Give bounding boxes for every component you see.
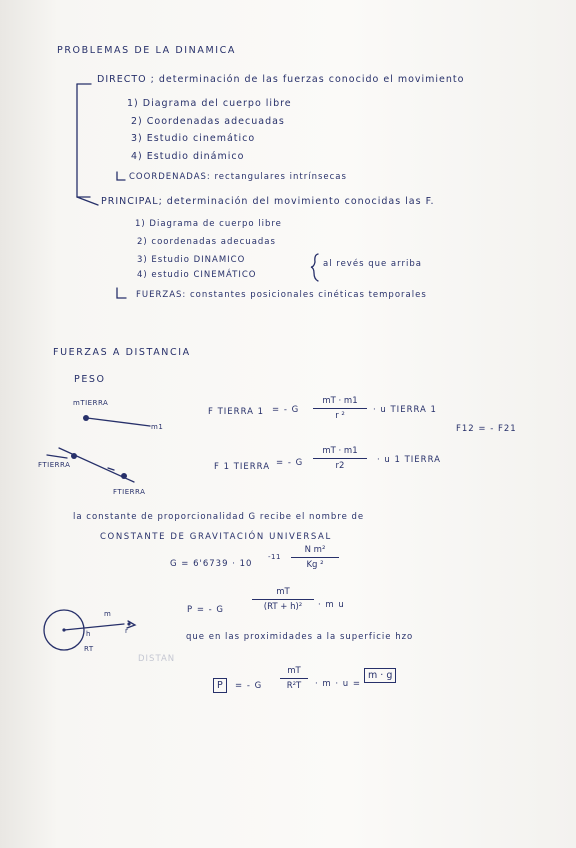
planet-label-r: r <box>125 627 129 635</box>
eq3-rhs: · m u <box>318 600 345 610</box>
g-value: G = 6'6739 · 10 <box>170 559 253 569</box>
eq3-lhs: P = - G <box>187 605 225 615</box>
eq4-num: mT <box>280 666 308 679</box>
eq4-fraction <box>280 666 308 691</box>
g-units-num: N m² <box>291 545 339 558</box>
g-exponent: -11 <box>268 553 281 561</box>
m1-dot <box>71 453 77 459</box>
g-units-den: Kg ² <box>306 560 324 570</box>
eq2-lhs: F 1 TIERRA <box>214 462 271 472</box>
mtierra-dot <box>83 415 89 421</box>
m1-dot-2 <box>121 473 127 479</box>
label-mtierra: mTIERRA <box>73 399 109 407</box>
label-m1: m1 <box>151 423 164 431</box>
bracket-line <box>77 84 98 205</box>
eq4-rhs: · m · u = <box>315 679 362 689</box>
planet-radius <box>64 624 124 630</box>
principal-step-3: 3) Estudio DINAMICO <box>137 255 246 265</box>
eq4-boxed-result: m · g <box>364 668 396 683</box>
eq2-rhs: · u 1 TIERRA <box>377 455 441 465</box>
orbit-point <box>127 622 130 625</box>
label-f-tierra: FTIERRA <box>38 461 71 469</box>
eq2-den: r2 <box>335 461 345 471</box>
principal-heading: PRINCIPAL; determinación del movimiento conocidas las F. <box>101 196 435 207</box>
eq3-num: mT <box>252 587 314 600</box>
eq1-den: r ² <box>335 411 345 421</box>
directo-step-2: 2) Coordenadas adecuadas <box>131 116 285 127</box>
eq4-den: R²T <box>286 681 302 691</box>
eq2-num: mT · m1 <box>313 446 367 459</box>
directo-step-3: 3) Estudio cinemático <box>131 133 256 144</box>
brace <box>311 254 318 281</box>
page-title: PROBLEMAS DE LA DINAMICA <box>57 45 236 56</box>
planet-label-h: h <box>86 630 91 638</box>
eq1-fraction <box>313 396 367 421</box>
peso-heading: PESO <box>74 374 106 385</box>
force-arrow-2 <box>108 468 114 470</box>
directo-coords: COORDENADAS: rectangulares intrínsecas <box>129 172 347 182</box>
directo-heading: DIRECTO ; determinación de las fuerzas conocido el movimiento <box>97 74 465 85</box>
eq4-mid: = - G <box>235 681 263 691</box>
eq1-lhs: F TIERRA 1 <box>208 407 265 417</box>
principal-step-2: 2) coordenadas adecuadas <box>137 237 276 247</box>
eq-side: F12 = - F21 <box>456 424 517 434</box>
principal-step-4: 4) estudio CINEMÁTICO <box>137 270 257 280</box>
constant-line-1: la constante de proporcionalidad G recibe el nombre de <box>73 512 365 522</box>
eq1-rhs: · u TIERRA 1 <box>373 405 437 415</box>
label-f-tierra-2: FTIERRA <box>113 488 146 496</box>
eq3-den: (RT + h)² <box>263 602 303 612</box>
eq1-mid: = - G <box>272 405 300 415</box>
principal-step-1: 1) Diagrama de cuerpo libre <box>135 219 282 229</box>
near-surface-text: que en las proximidades a la superficie hzo <box>186 632 414 642</box>
eq4-p-box: P <box>213 678 227 693</box>
forces-arrow <box>117 288 126 298</box>
principal-forces: FUERZAS: constantes posicionales cinéticas temporales <box>136 290 427 300</box>
directo-step-4: 4) Estudio dinámico <box>131 151 245 162</box>
force-arrow-1 <box>47 455 67 458</box>
faint-text: DISTAN <box>138 654 176 664</box>
planet-label-rt: RT <box>84 645 94 653</box>
directo-step-1: 1) Diagrama del cuerpo libre <box>127 98 292 109</box>
planet-label-m: m <box>104 610 112 618</box>
eq2-fraction <box>313 446 367 471</box>
section-heading: FUERZAS A DISTANCIA <box>53 347 191 358</box>
g-units-fraction <box>291 545 339 570</box>
brace-note: al revés que arriba <box>323 259 422 269</box>
eq1-num: mT · m1 <box>313 396 367 409</box>
eq2-mid: = - G <box>276 458 304 468</box>
constant-line-2: CONSTANTE DE GRAVITACIÓN UNIVERSAL <box>100 532 332 542</box>
tierra-m1-line <box>87 418 150 426</box>
coords-arrow <box>117 172 125 180</box>
eq3-fraction <box>252 587 314 612</box>
planet-center-dot <box>62 628 65 631</box>
